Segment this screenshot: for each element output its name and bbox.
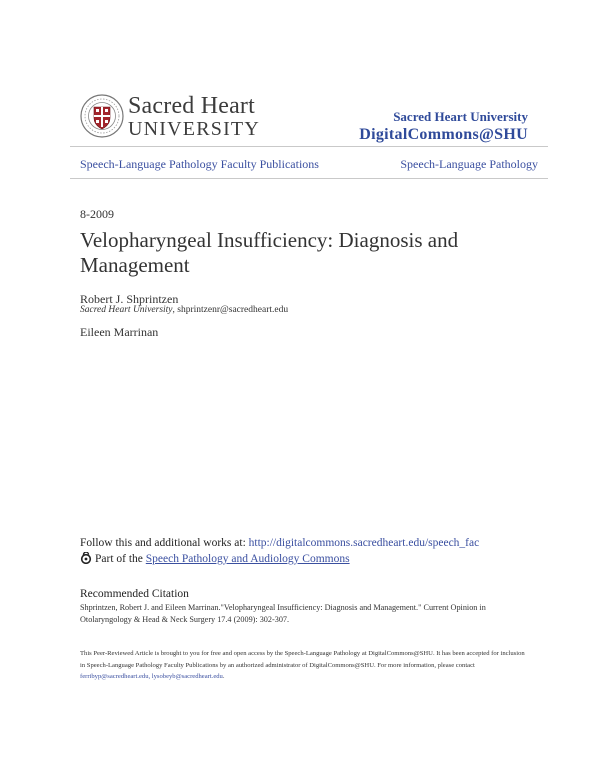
follow-line xyxy=(80,537,479,549)
commons-link[interactable]: Speech Pathology and Audiology Commons xyxy=(145,553,350,565)
header-divider xyxy=(70,146,548,147)
collection-link[interactable]: Speech-Language Pathology Faculty Publications xyxy=(80,157,319,171)
author-affiliation xyxy=(80,305,288,315)
collection-url-link[interactable]: http://digitalcommons.sacredheart.edu/speech_fac xyxy=(248,537,480,549)
author-name: Robert J. Shprintzen xyxy=(80,292,179,306)
author-name: Eileen Marrinan xyxy=(80,325,159,339)
notice-text: This Peer-Reviewed Article is brought to you for free and open access by the Speech-Language Pathology at DigitalCommons@SHU. It has been accepted for inclusion in Speech-Language Pathology Faculty Publications by an authorized administrator of DigitalCommons@SHU. For more information, please contact xyxy=(80,650,525,669)
university-wordmark xyxy=(128,94,260,139)
nav-divider xyxy=(70,178,548,179)
university-logo[interactable] xyxy=(80,94,270,140)
part-of-line xyxy=(80,552,350,565)
part-of-text: Part of the xyxy=(95,553,146,565)
follow-text: Follow this and additional works at: xyxy=(80,537,249,549)
department-link[interactable]: Speech-Language Pathology xyxy=(400,157,538,171)
access-notice xyxy=(80,648,530,683)
logo-line-2: UNIVERSITY xyxy=(128,118,260,140)
publication-date: 8-2009 xyxy=(80,207,114,221)
citation-heading: Recommended Citation xyxy=(80,588,189,600)
repository-brand[interactable] xyxy=(359,109,528,145)
citation-text: Shprintzen, Robert J. and Eileen Marrinan."Velopharyngeal Insufficiency: Diagnosis and Management." Current Opinion in Otolaryngology & Head & Neck Surgery 17.4 (2009): 302-307. xyxy=(80,603,486,624)
contact-emails-link[interactable]: ferribyp@sacredheart.edu, lysobeyb@sacredheart.edu xyxy=(80,673,223,680)
notice-end: . xyxy=(222,673,225,680)
article-title: Velopharyngeal Insufficiency: Diagnosis and Management xyxy=(80,228,459,277)
open-access-icon xyxy=(80,552,92,564)
repository-name: DigitalCommons@SHU xyxy=(359,126,528,143)
logo-line-1: Sacred Heart xyxy=(128,93,255,119)
affiliation-name: Sacred Heart University xyxy=(80,305,173,315)
repository-university: Sacred Heart University xyxy=(393,109,528,124)
university-seal-icon xyxy=(80,94,124,138)
author-email[interactable]: , shprintzenr@sacredheart.edu xyxy=(172,305,289,315)
